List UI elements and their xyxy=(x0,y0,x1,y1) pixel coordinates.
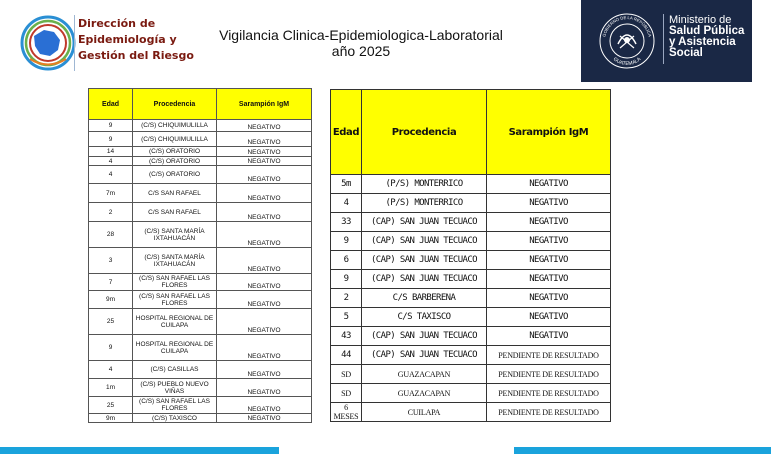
cell-resultado: NEGATIVO xyxy=(217,309,312,335)
cell-resultado: NEGATIVO xyxy=(217,184,312,203)
cell-resultado: NEGATIVO xyxy=(217,222,312,248)
cell-resultado: NEGATIVO xyxy=(487,251,611,270)
cell-edad: 25 xyxy=(89,397,133,414)
table-row xyxy=(89,274,312,291)
dept-logo-icon xyxy=(20,14,76,72)
cell-procedencia: (CAP) SAN JUAN TECUACO xyxy=(362,232,487,251)
table-header-row xyxy=(89,89,312,120)
cell-procedencia: (CAP) SAN JUAN TECUACO xyxy=(362,270,487,289)
cell-edad: 4 xyxy=(89,361,133,379)
results-table-right xyxy=(330,89,611,422)
cell-edad: SD xyxy=(331,384,362,403)
cell-resultado: PENDIENTE DE RESULTADO xyxy=(487,346,611,365)
table-row xyxy=(89,166,312,184)
cell-edad: 9m xyxy=(89,291,133,309)
cell-procedencia: C/S SAN RAFAEL xyxy=(133,203,217,222)
table-row xyxy=(89,248,312,274)
page-title xyxy=(200,27,522,59)
cell-procedencia: HOSPITAL REGIONAL DE CUILAPA xyxy=(133,309,217,335)
cell-edad: 2 xyxy=(331,289,362,308)
ministry-divider xyxy=(663,14,664,64)
cell-edad: 7 xyxy=(89,274,133,291)
table-row xyxy=(89,335,312,361)
table-row xyxy=(331,403,611,422)
cell-resultado: NEGATIVO xyxy=(217,414,312,423)
cell-resultado: NEGATIVO xyxy=(217,361,312,379)
cell-procedencia: (C/S) PUEBLO NUEVO VIÑAS xyxy=(133,379,217,397)
cell-resultado: NEGATIVO xyxy=(487,175,611,194)
cell-resultado: NEGATIVO xyxy=(487,270,611,289)
cell-procedencia: (C/S) TAXISCO xyxy=(133,414,217,423)
cell-edad: 4 xyxy=(331,194,362,213)
cell-resultado: NEGATIVO xyxy=(217,147,312,157)
table-row xyxy=(331,384,611,403)
table-row xyxy=(89,291,312,309)
cell-procedencia: (C/S) SANTA MARÍA IXTAHUACÁN xyxy=(133,248,217,274)
svg-text:GOBIERNO DE LA REPÚBLICA xyxy=(601,15,652,38)
cell-resultado: NEGATIVO xyxy=(487,327,611,346)
cell-resultado: NEGATIVO xyxy=(217,291,312,309)
seal-bottom-text: GUATEMALA xyxy=(611,56,643,68)
cell-procedencia: (C/S) CHIQUIMULILLA xyxy=(133,132,217,147)
cell-procedencia: (CAP) SAN JUAN TECUACO xyxy=(362,346,487,365)
cell-edad: 9m xyxy=(89,414,133,423)
org-name xyxy=(78,16,194,64)
ministry-line-1: Ministerio de xyxy=(669,14,732,26)
table-row xyxy=(89,361,312,379)
header-divider xyxy=(74,15,75,71)
cell-edad: 33 xyxy=(331,213,362,232)
footer-bar-left xyxy=(0,447,279,454)
header-procedencia: Procedencia xyxy=(362,90,487,175)
cell-edad: 6 MESES xyxy=(331,403,362,422)
table-row xyxy=(89,184,312,203)
cell-procedencia: GUAZACAPAN xyxy=(362,365,487,384)
cell-procedencia: C/S SAN RAFAEL xyxy=(133,184,217,203)
cell-procedencia: (C/S) SANTA MARÍA IXTAHUACÁN xyxy=(133,222,217,248)
cell-procedencia: (C/S) CASILLAS xyxy=(133,361,217,379)
cell-procedencia: (C/S) CHIQUIMULILLA xyxy=(133,120,217,132)
cell-procedencia: (C/S) ORATORIO xyxy=(133,166,217,184)
results-table-left xyxy=(88,88,312,423)
cell-procedencia: (CAP) SAN JUAN TECUACO xyxy=(362,327,487,346)
cell-edad: 43 xyxy=(331,327,362,346)
cell-edad: 9 xyxy=(89,120,133,132)
cell-resultado: NEGATIVO xyxy=(217,248,312,274)
header-procedencia: Procedencia xyxy=(133,89,217,120)
cell-procedencia: C/S TAXISCO xyxy=(362,308,487,327)
cell-resultado: NEGATIVO xyxy=(217,132,312,147)
national-seal-icon xyxy=(598,12,656,70)
table-row xyxy=(89,120,312,132)
cell-edad: SD xyxy=(331,365,362,384)
cell-edad: 5m xyxy=(331,175,362,194)
cell-edad: 6 xyxy=(331,251,362,270)
cell-resultado: NEGATIVO xyxy=(217,397,312,414)
title-line-2: año 2025 xyxy=(331,43,391,59)
cell-resultado: NEGATIVO xyxy=(487,194,611,213)
cell-procedencia: (C/S) ORATORIO xyxy=(133,147,217,157)
table-row xyxy=(331,175,611,194)
cell-edad: 1m xyxy=(89,379,133,397)
table-row xyxy=(89,132,312,147)
cell-resultado: PENDIENTE DE RESULTADO xyxy=(487,384,611,403)
table-row xyxy=(89,203,312,222)
table-row xyxy=(89,222,312,248)
table-row xyxy=(89,309,312,335)
table-row xyxy=(89,379,312,397)
table-row xyxy=(331,365,611,384)
cell-resultado: PENDIENTE DE RESULTADO xyxy=(487,403,611,422)
table-row xyxy=(331,289,611,308)
table-row xyxy=(331,232,611,251)
cell-edad: 14 xyxy=(89,147,133,157)
header-sarampion: Sarampión IgM xyxy=(487,90,611,175)
cell-edad: 44 xyxy=(331,346,362,365)
table-row xyxy=(331,270,611,289)
footer-bar-right xyxy=(514,447,771,454)
cell-edad: 25 xyxy=(89,309,133,335)
ministry-line-2: Salud Pública xyxy=(669,25,745,37)
table-row xyxy=(331,327,611,346)
table-row xyxy=(89,157,312,166)
cell-resultado: NEGATIVO xyxy=(217,203,312,222)
cell-procedencia: (C/S) SAN RAFAEL LAS FLORES xyxy=(133,274,217,291)
cell-edad: 9 xyxy=(89,132,133,147)
org-line-2: Epidemiología y xyxy=(78,33,177,46)
table-header-row xyxy=(331,90,611,175)
cell-edad: 7m xyxy=(89,184,133,203)
cell-resultado: NEGATIVO xyxy=(217,274,312,291)
table-row xyxy=(331,308,611,327)
cell-resultado: NEGATIVO xyxy=(217,157,312,166)
cell-procedencia: (P/S) MONTERRICO xyxy=(362,194,487,213)
ministry-name xyxy=(669,15,744,59)
cell-procedencia: CUILAPA xyxy=(362,403,487,422)
cell-resultado: NEGATIVO xyxy=(217,166,312,184)
title-line-1: Vigilancia Clinica-Epidemiologica-Laboratorial xyxy=(219,27,503,43)
cell-edad: 3 xyxy=(89,248,133,274)
cell-procedencia: HOSPITAL REGIONAL DE CUILAPA xyxy=(133,335,217,361)
cell-edad: 4 xyxy=(89,166,133,184)
cell-edad: 28 xyxy=(89,222,133,248)
cell-procedencia: GUAZACAPAN xyxy=(362,384,487,403)
table-row xyxy=(89,397,312,414)
cell-resultado: NEGATIVO xyxy=(217,335,312,361)
cell-resultado: NEGATIVO xyxy=(487,213,611,232)
org-line-1: Dirección de xyxy=(78,17,156,30)
cell-procedencia: (C/S) SAN RAFAEL LAS FLORES xyxy=(133,291,217,309)
cell-resultado: NEGATIVO xyxy=(487,308,611,327)
cell-edad: 9 xyxy=(331,232,362,251)
org-line-3: Gestión del Riesgo xyxy=(78,49,194,62)
cell-edad: 2 xyxy=(89,203,133,222)
table-row xyxy=(331,213,611,232)
cell-resultado: NEGATIVO xyxy=(217,120,312,132)
table-row xyxy=(331,346,611,365)
table-row xyxy=(89,147,312,157)
cell-resultado: NEGATIVO xyxy=(487,289,611,308)
cell-resultado: PENDIENTE DE RESULTADO xyxy=(487,365,611,384)
cell-procedencia: (P/S) MONTERRICO xyxy=(362,175,487,194)
seal-top-text: GOBIERNO DE LA REPÚBLICA xyxy=(601,14,653,38)
table-row xyxy=(89,414,312,423)
header-edad: Edad xyxy=(89,89,133,120)
cell-edad: 4 xyxy=(89,157,133,166)
ministry-banner xyxy=(581,0,752,82)
cell-procedencia: (CAP) SAN JUAN TECUACO xyxy=(362,213,487,232)
cell-procedencia: (C/S) ORATORIO xyxy=(133,157,217,166)
header-sarampion: Sarampión IgM xyxy=(217,89,312,120)
cell-resultado: NEGATIVO xyxy=(487,232,611,251)
table-row xyxy=(331,251,611,270)
cell-procedencia: (C/S) SAN RAFAEL LAS FLORES xyxy=(133,397,217,414)
cell-edad: 9 xyxy=(89,335,133,361)
ministry-line-4: Social xyxy=(669,47,703,59)
cell-procedencia: (CAP) SAN JUAN TECUACO xyxy=(362,251,487,270)
cell-procedencia: C/S BARBERENA xyxy=(362,289,487,308)
cell-resultado: NEGATIVO xyxy=(217,379,312,397)
table-row xyxy=(331,194,611,213)
ministry-line-3: y Asistencia xyxy=(669,36,736,48)
cell-edad: 5 xyxy=(331,308,362,327)
cell-edad: 9 xyxy=(331,270,362,289)
header-edad: Edad xyxy=(331,90,362,175)
